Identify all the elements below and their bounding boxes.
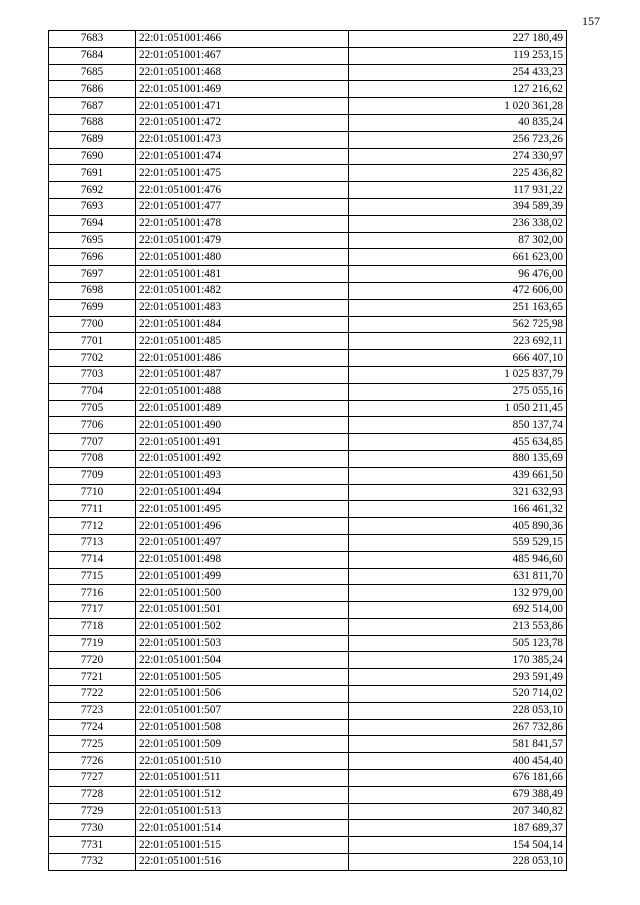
cadastral-number-cell: 22:01:051001:479	[136, 232, 349, 249]
row-number-cell: 7691	[49, 165, 136, 182]
table-row	[49, 669, 567, 686]
row-number-cell: 7721	[49, 669, 136, 686]
cadastral-value-cell: 1 025 837,79	[349, 366, 567, 383]
cadastral-value-cell: 223 692,11	[349, 333, 567, 350]
cadastral-value-cell: 661 623,00	[349, 249, 567, 266]
cadastral-value-cell: 213 553,86	[349, 618, 567, 635]
row-number-cell: 7701	[49, 333, 136, 350]
cadastral-value-cell: 207 340,82	[349, 803, 567, 820]
table-row	[49, 266, 567, 283]
cadastral-value-cell: 40 835,24	[349, 114, 567, 131]
cadastral-value-cell: 676 181,66	[349, 770, 567, 787]
table-row	[49, 770, 567, 787]
row-number-cell: 7688	[49, 114, 136, 131]
table-row	[49, 467, 567, 484]
cadastral-number-cell: 22:01:051001:492	[136, 450, 349, 467]
cadastral-value-cell: 850 137,74	[349, 417, 567, 434]
cadastral-number-cell: 22:01:051001:467	[136, 47, 349, 64]
cadastral-value-cell: 439 661,50	[349, 467, 567, 484]
row-number-cell: 7726	[49, 753, 136, 770]
cadastral-value-table	[48, 30, 567, 871]
cadastral-value-cell: 236 338,02	[349, 215, 567, 232]
row-number-cell: 7699	[49, 299, 136, 316]
cadastral-value-cell: 154 504,14	[349, 837, 567, 854]
cadastral-value-cell: 256 723,26	[349, 131, 567, 148]
cadastral-value-cell: 394 589,39	[349, 198, 567, 215]
cadastral-number-cell: 22:01:051001:507	[136, 702, 349, 719]
cadastral-number-cell: 22:01:051001:486	[136, 350, 349, 367]
row-number-cell: 7698	[49, 282, 136, 299]
cadastral-value-cell: 666 407,10	[349, 350, 567, 367]
table-row	[49, 618, 567, 635]
table-row	[49, 114, 567, 131]
row-number-cell: 7705	[49, 400, 136, 417]
table-row	[49, 602, 567, 619]
table-row	[49, 215, 567, 232]
cadastral-value-cell: 225 436,82	[349, 165, 567, 182]
table-row	[49, 551, 567, 568]
row-number-cell: 7716	[49, 585, 136, 602]
cadastral-value-cell: 505 123,78	[349, 635, 567, 652]
table-body	[49, 31, 567, 871]
cadastral-number-cell: 22:01:051001:506	[136, 686, 349, 703]
table-row	[49, 635, 567, 652]
table-row	[49, 148, 567, 165]
cadastral-number-cell: 22:01:051001:469	[136, 81, 349, 98]
cadastral-number-cell: 22:01:051001:490	[136, 417, 349, 434]
table-row	[49, 350, 567, 367]
cadastral-value-cell: 119 253,15	[349, 47, 567, 64]
cadastral-number-cell: 22:01:051001:503	[136, 635, 349, 652]
cadastral-value-cell: 170 385,24	[349, 652, 567, 669]
cadastral-value-cell: 520 714,02	[349, 686, 567, 703]
table-row	[49, 652, 567, 669]
row-number-cell: 7685	[49, 64, 136, 81]
table-row	[49, 81, 567, 98]
cadastral-value-cell: 254 433,23	[349, 64, 567, 81]
cadastral-value-cell: 455 634,85	[349, 434, 567, 451]
cadastral-number-cell: 22:01:051001:515	[136, 837, 349, 854]
cadastral-value-cell: 293 591,49	[349, 669, 567, 686]
table-row	[49, 182, 567, 199]
cadastral-number-cell: 22:01:051001:510	[136, 753, 349, 770]
cadastral-value-cell: 166 461,32	[349, 501, 567, 518]
row-number-cell: 7727	[49, 770, 136, 787]
cadastral-value-cell: 275 055,16	[349, 383, 567, 400]
row-number-cell: 7696	[49, 249, 136, 266]
table-row	[49, 165, 567, 182]
cadastral-number-cell: 22:01:051001:487	[136, 366, 349, 383]
cadastral-number-cell: 22:01:051001:466	[136, 31, 349, 48]
row-number-cell: 7729	[49, 803, 136, 820]
row-number-cell: 7728	[49, 786, 136, 803]
row-number-cell: 7704	[49, 383, 136, 400]
table-row	[49, 98, 567, 115]
table-row	[49, 383, 567, 400]
cadastral-number-cell: 22:01:051001:502	[136, 618, 349, 635]
row-number-cell: 7684	[49, 47, 136, 64]
table-row	[49, 518, 567, 535]
table-row	[49, 686, 567, 703]
cadastral-number-cell: 22:01:051001:514	[136, 820, 349, 837]
table-row	[49, 837, 567, 854]
row-number-cell: 7706	[49, 417, 136, 434]
row-number-cell: 7731	[49, 837, 136, 854]
cadastral-number-cell: 22:01:051001:499	[136, 568, 349, 585]
cadastral-number-cell: 22:01:051001:493	[136, 467, 349, 484]
cadastral-number-cell: 22:01:051001:474	[136, 148, 349, 165]
cadastral-value-cell: 127 216,62	[349, 81, 567, 98]
table-row	[49, 131, 567, 148]
cadastral-number-cell: 22:01:051001:496	[136, 518, 349, 535]
cadastral-value-cell: 267 732,86	[349, 719, 567, 736]
row-number-cell: 7711	[49, 501, 136, 518]
row-number-cell: 7687	[49, 98, 136, 115]
cadastral-value-cell: 485 946,60	[349, 551, 567, 568]
row-number-cell: 7703	[49, 366, 136, 383]
cadastral-value-cell: 400 454,40	[349, 753, 567, 770]
cadastral-number-cell: 22:01:051001:480	[136, 249, 349, 266]
table-row	[49, 854, 567, 871]
cadastral-number-cell: 22:01:051001:494	[136, 484, 349, 501]
table-row	[49, 501, 567, 518]
table-row	[49, 585, 567, 602]
row-number-cell: 7697	[49, 266, 136, 283]
row-number-cell: 7732	[49, 854, 136, 871]
cadastral-value-cell: 679 388,49	[349, 786, 567, 803]
row-number-cell: 7714	[49, 551, 136, 568]
cadastral-number-cell: 22:01:051001:485	[136, 333, 349, 350]
cadastral-number-cell: 22:01:051001:473	[136, 131, 349, 148]
cadastral-number-cell: 22:01:051001:488	[136, 383, 349, 400]
table-row	[49, 450, 567, 467]
cadastral-number-cell: 22:01:051001:472	[136, 114, 349, 131]
row-number-cell: 7717	[49, 602, 136, 619]
row-number-cell: 7686	[49, 81, 136, 98]
table-row	[49, 64, 567, 81]
cadastral-value-cell: 321 632,93	[349, 484, 567, 501]
row-number-cell: 7692	[49, 182, 136, 199]
table-row	[49, 702, 567, 719]
cadastral-number-cell: 22:01:051001:501	[136, 602, 349, 619]
table-row	[49, 786, 567, 803]
page-number: 157	[582, 14, 600, 28]
row-number-cell: 7700	[49, 316, 136, 333]
table-row	[49, 198, 567, 215]
row-number-cell: 7720	[49, 652, 136, 669]
table-row	[49, 534, 567, 551]
cadastral-value-cell: 1 050 211,45	[349, 400, 567, 417]
table-row	[49, 434, 567, 451]
cadastral-value-cell: 692 514,00	[349, 602, 567, 619]
cadastral-value-cell: 228 053,10	[349, 854, 567, 871]
cadastral-value-cell: 472 606,00	[349, 282, 567, 299]
row-number-cell: 7718	[49, 618, 136, 635]
cadastral-value-cell: 274 330,97	[349, 148, 567, 165]
row-number-cell: 7683	[49, 31, 136, 48]
row-number-cell: 7715	[49, 568, 136, 585]
row-number-cell: 7694	[49, 215, 136, 232]
cadastral-value-cell: 405 890,36	[349, 518, 567, 535]
cadastral-number-cell: 22:01:051001:498	[136, 551, 349, 568]
cadastral-value-cell: 581 841,57	[349, 736, 567, 753]
row-number-cell: 7722	[49, 686, 136, 703]
row-number-cell: 7690	[49, 148, 136, 165]
cadastral-number-cell: 22:01:051001:468	[136, 64, 349, 81]
cadastral-number-cell: 22:01:051001:489	[136, 400, 349, 417]
table-row	[49, 803, 567, 820]
table-row	[49, 333, 567, 350]
table-row	[49, 484, 567, 501]
cadastral-number-cell: 22:01:051001:484	[136, 316, 349, 333]
table-row	[49, 47, 567, 64]
table-row	[49, 753, 567, 770]
cadastral-number-cell: 22:01:051001:491	[136, 434, 349, 451]
cadastral-number-cell: 22:01:051001:511	[136, 770, 349, 787]
cadastral-number-cell: 22:01:051001:516	[136, 854, 349, 871]
row-number-cell: 7723	[49, 702, 136, 719]
cadastral-number-cell: 22:01:051001:512	[136, 786, 349, 803]
table-row	[49, 31, 567, 48]
cadastral-number-cell: 22:01:051001:500	[136, 585, 349, 602]
table-row	[49, 366, 567, 383]
cadastral-value-cell: 1 020 361,28	[349, 98, 567, 115]
table-row	[49, 400, 567, 417]
row-number-cell: 7710	[49, 484, 136, 501]
table-row	[49, 417, 567, 434]
row-number-cell: 7724	[49, 719, 136, 736]
cadastral-number-cell: 22:01:051001:508	[136, 719, 349, 736]
cadastral-value-cell: 87 302,00	[349, 232, 567, 249]
cadastral-value-cell: 562 725,98	[349, 316, 567, 333]
cadastral-value-cell: 631 811,70	[349, 568, 567, 585]
table-row	[49, 299, 567, 316]
row-number-cell: 7707	[49, 434, 136, 451]
table-row	[49, 249, 567, 266]
row-number-cell: 7730	[49, 820, 136, 837]
row-number-cell: 7702	[49, 350, 136, 367]
cadastral-number-cell: 22:01:051001:482	[136, 282, 349, 299]
table-row	[49, 282, 567, 299]
cadastral-number-cell: 22:01:051001:509	[136, 736, 349, 753]
cadastral-number-cell: 22:01:051001:478	[136, 215, 349, 232]
table-row	[49, 568, 567, 585]
cadastral-number-cell: 22:01:051001:476	[136, 182, 349, 199]
cadastral-value-cell: 96 476,00	[349, 266, 567, 283]
row-number-cell: 7695	[49, 232, 136, 249]
cadastral-value-cell: 251 163,65	[349, 299, 567, 316]
cadastral-number-cell: 22:01:051001:505	[136, 669, 349, 686]
row-number-cell: 7693	[49, 198, 136, 215]
row-number-cell: 7709	[49, 467, 136, 484]
cadastral-value-cell: 117 931,22	[349, 182, 567, 199]
table-row	[49, 820, 567, 837]
cadastral-value-cell: 228 053,10	[349, 702, 567, 719]
cadastral-number-cell: 22:01:051001:497	[136, 534, 349, 551]
cadastral-number-cell: 22:01:051001:475	[136, 165, 349, 182]
row-number-cell: 7719	[49, 635, 136, 652]
cadastral-number-cell: 22:01:051001:471	[136, 98, 349, 115]
cadastral-value-cell: 227 180,49	[349, 31, 567, 48]
row-number-cell: 7713	[49, 534, 136, 551]
cadastral-number-cell: 22:01:051001:483	[136, 299, 349, 316]
cadastral-value-cell: 187 689,37	[349, 820, 567, 837]
table-row	[49, 736, 567, 753]
row-number-cell: 7712	[49, 518, 136, 535]
table-row	[49, 719, 567, 736]
table-row	[49, 232, 567, 249]
row-number-cell: 7708	[49, 450, 136, 467]
cadastral-number-cell: 22:01:051001:477	[136, 198, 349, 215]
cadastral-value-cell: 132 979,00	[349, 585, 567, 602]
cadastral-value-cell: 559 529,15	[349, 534, 567, 551]
table-row	[49, 316, 567, 333]
cadastral-value-cell: 880 135,69	[349, 450, 567, 467]
row-number-cell: 7689	[49, 131, 136, 148]
cadastral-number-cell: 22:01:051001:504	[136, 652, 349, 669]
row-number-cell: 7725	[49, 736, 136, 753]
cadastral-number-cell: 22:01:051001:495	[136, 501, 349, 518]
cadastral-number-cell: 22:01:051001:513	[136, 803, 349, 820]
cadastral-number-cell: 22:01:051001:481	[136, 266, 349, 283]
